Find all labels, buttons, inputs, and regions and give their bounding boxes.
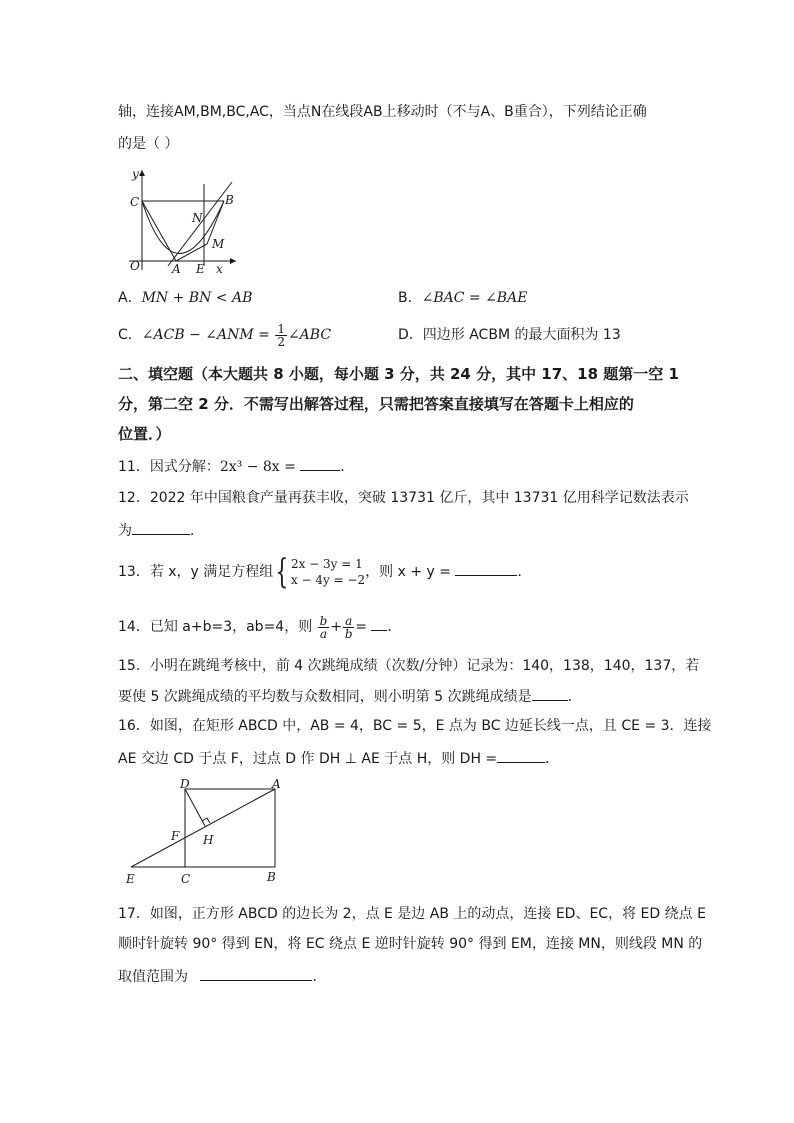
q13-answer-blank[interactable] [455, 561, 517, 576]
left-brace-icon: { [275, 552, 289, 592]
equation-system: 2x − 3y = 1 x − 4y = −2 [290, 557, 366, 587]
q16-rectangle-figure [122, 778, 292, 888]
q17-line2: 顺时针旋转 90° 得到 EN，将 EC 绕点 E 逆时针旋转 90° 得到 EM，连接 MN，则线段 MN 的 [118, 936, 703, 952]
fraction-b-over-a: $\frac{b}{a}$ [319, 613, 328, 641]
q10-option-a: A．MN + BN < AB [118, 290, 253, 306]
fraction-one-half: $\frac{1}{2}$ [277, 321, 285, 349]
graph-label-a: A [172, 262, 181, 276]
q11: 11．因式分解：2x³ − 8x = ． [118, 456, 354, 477]
section2-heading-line2: 分，第二空 2 分．不需写出解答过程，只需把答案直接填写在答题卡上相应的 [118, 395, 634, 413]
fig16-label-b: B [267, 870, 276, 884]
fig16-label-h: H [203, 833, 214, 847]
q16-line1: 16．如图，在矩形 ABCD 中，AB = 4，BC = 5，E 点为 BC 边延长线一点，且 CE = 3．连接 [118, 718, 712, 734]
fraction-a-over-b: $\frac{a}{b}$ [344, 613, 353, 641]
q14-answer-blank[interactable] [371, 616, 387, 631]
graph-label-b: B [225, 193, 234, 207]
q12-line1: 12．2022 年中国粮食产量再获丰收，突破 13731 亿斤，其中 13731 亿用科学记数法表示 [118, 490, 689, 506]
q10-line1: 轴，连接AM,BM,BC,AC，当点N在线段AB上移动时（不与A、B重合），下列结论正确 [118, 104, 647, 120]
q10-option-c: C．∠ACB − ∠ANM = $\frac{1}{2}$ ∠ABC [118, 321, 332, 349]
fig16-label-a: A [272, 778, 281, 791]
q10-parabola-graph [124, 166, 244, 276]
graph-label-x: x [216, 262, 223, 276]
q11-answer-blank[interactable] [300, 456, 340, 471]
section2-heading-line1: 二、填空题（本大题共 8 小题，每小题 3 分，共 24 分，其中 17、18 题第一空 1 [118, 365, 679, 383]
q12-answer-blank[interactable] [132, 520, 190, 535]
q12-line2: 为 ． [118, 520, 204, 541]
q15-line2: 要使 5 次跳绳成绩的平均数与众数相同，则小明第 5 次跳绳成绩是 ． [118, 686, 582, 707]
q10-option-b: B．∠BAC = ∠BAE [398, 290, 528, 306]
graph-label-y: y [132, 167, 139, 181]
q10-option-d: D．四边形 ACBM 的最大面积为 13 [398, 327, 621, 343]
q17-line1: 17．如图，正方形 ABCD 的边长为 2，点 E 是边 AB 上的动点，连接 ED、EC，将 ED 绕点 E [118, 906, 706, 922]
fig16-label-f: F [171, 829, 180, 843]
q10-line2: 的是（ ） [118, 136, 179, 152]
q16-answer-blank[interactable] [497, 748, 545, 763]
graph-label-e: E [196, 262, 205, 276]
q15-answer-blank[interactable] [532, 686, 568, 701]
graph-label-o: O [130, 259, 140, 273]
fig16-label-d: D [180, 778, 190, 791]
graph-label-c: C [130, 195, 140, 209]
q17-line3: 取值范围为 ． [118, 966, 326, 987]
q13: 13．若 x，y 满足方程组{ 2x − 3y = 1 x − 4y = −2 ，则 x + y = ． [118, 552, 532, 592]
q15-line1: 15．小明在跳绳考核中，前 4 次跳绳成绩（次数/分钟）记录为：140，138，140，137，若 [118, 658, 700, 674]
q14: 14．已知 a+b=3，ab=4，则 $\frac{b}{a}$ + $\frac{a}{b}$ = ． [118, 613, 402, 641]
section2-heading-line3: 位置．） [118, 425, 171, 443]
graph-label-m: M [212, 237, 225, 251]
fig16-label-c: C [181, 872, 191, 886]
q16-line2: AE 交边 CD 于点 F，过点 D 作 DH ⊥ AE 于点 H，则 DH = ． [118, 748, 559, 769]
graph-label-n: N [192, 211, 203, 225]
fig16-label-e: E [126, 872, 135, 886]
q17-answer-blank[interactable] [200, 966, 312, 981]
